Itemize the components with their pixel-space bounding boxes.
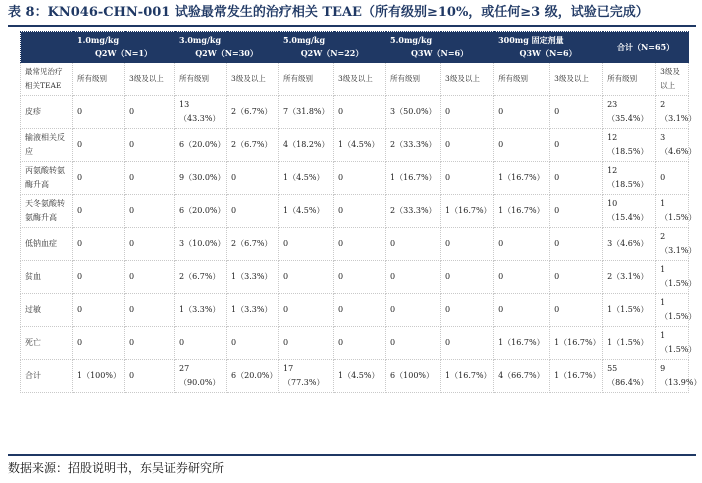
table-cell: 3（10.0%） [175,228,227,261]
table-cell: 6（20.0%） [175,129,227,162]
table-cell: 2（6.7%） [227,228,279,261]
table-cell: 2（33.3%） [386,195,441,228]
group-cohort-label: Q3W（N=6） [519,48,577,58]
row-label: 丙氨酸转氨酶升高 [21,162,73,195]
table-cell: 0 [441,327,494,360]
group-dose-label: 5.0mg/kg [390,35,433,45]
table-cell: 0 [334,195,386,228]
table-cell: 1（16.7%） [550,360,603,393]
table-cell: 0 [550,195,603,228]
table-cell: 0 [334,96,386,129]
table-row [21,228,689,261]
group-dose-label: 3.0mg/kg [179,35,222,45]
subheader-grade3-plus: 3级及以上 [227,63,279,96]
table-cell: 0 [656,162,689,195]
table-cell: 0 [441,162,494,195]
group-cohort-label: Q2W（N=30） [195,48,258,58]
table-body [21,32,702,393]
table-cell: 0 [125,327,175,360]
table-cell: 0 [550,162,603,195]
table-cell: 2（6.7%） [175,261,227,294]
table-cell: 1（1.5%） [603,294,656,327]
table-row [21,294,689,327]
row-label: 死亡 [21,327,73,360]
table-cell: 0 [73,261,125,294]
row-label: 贫血 [21,261,73,294]
group-dose-label: 合计（N=65） [617,41,675,52]
table-cell: 0 [334,261,386,294]
table-cell: 0 [494,129,550,162]
table-cell: 1（1.5%） [603,327,656,360]
table-cell: 1（3.3%） [227,261,279,294]
table-cell: 0 [441,294,494,327]
group-header-1 [73,32,175,63]
subheader-grade3-plus: 3级及以上 [125,63,175,96]
table-cell: 0 [279,327,334,360]
table-cell: 0 [125,261,175,294]
table-cell: 12（18.5%） [603,162,656,195]
table-title: 表 8：KN046-CHN-001 试验最常发生的治疗相关 TEAE（所有级别≥10%，或任何≥3 级，试验已完成） [8,5,649,20]
subheader-row [21,63,689,96]
table-row [21,327,689,360]
table-cell: 4（66.7%） [494,360,550,393]
header-corner [21,32,73,63]
title-rule [8,25,696,27]
teae-table [20,31,702,393]
table-cell: 0 [386,261,441,294]
table-cell: 1（1.5%） [656,294,689,327]
table-cell: 9（13.9%） [656,360,689,393]
table-cell: 0 [73,129,125,162]
subheader-all-grades: 所有级别 [73,63,125,96]
row-label: 天冬氨酸转氨酶升高 [21,195,73,228]
table-cell: 1（16.7%） [386,162,441,195]
table-cell: 0 [73,195,125,228]
table-cell: 0 [494,294,550,327]
table-row [21,261,689,294]
group-dose-label: 1.0mg/kg [77,35,120,45]
subheader-all-grades: 所有级别 [175,63,227,96]
table-cell: 1（4.5%） [334,129,386,162]
group-cohort-label: Q2W（N=1） [94,48,153,58]
table-cell: 1（16.7%） [550,327,603,360]
table-cell: 0 [227,195,279,228]
group-header-4 [386,32,494,63]
table-cell: 0 [227,327,279,360]
table-cell: 1（1.5%） [656,327,689,360]
table-cell: 3（4.6%） [656,129,689,162]
table-cell: 17（77.3%） [279,360,334,393]
table-cell: 2（6.7%） [227,96,279,129]
table-cell: 1（16.7%） [494,195,550,228]
table-cell: 0 [494,96,550,129]
table-row [21,129,689,162]
table-cell: 0 [73,327,125,360]
table-cell: 0 [386,228,441,261]
table-cell: 0 [73,96,125,129]
table-cell: 0 [125,96,175,129]
table-cell: 27（90.0%） [175,360,227,393]
table-cell: 1（1.5%） [656,261,689,294]
subheader-grade3-plus: 3级及以上 [334,63,386,96]
group-dose-label: 300mg 固定剂量 [498,35,564,45]
table-row [21,195,689,228]
table-cell: 12（18.5%） [603,129,656,162]
group-header-3 [279,32,386,63]
header-row [21,32,689,63]
subheader-all-grades: 所有级别 [279,63,334,96]
subheader-all-grades: 所有级别 [386,63,441,96]
table-cell: 1（4.5%） [279,195,334,228]
row-label: 过敏 [21,294,73,327]
table-cell: 0 [125,129,175,162]
subheader-all-grades: 所有级别 [494,63,550,96]
table-cell: 23（35.4%） [603,96,656,129]
group-header-5 [494,32,603,63]
table-cell: 55（86.4%） [603,360,656,393]
table-cell: 0 [550,129,603,162]
subheader-all-grades: 所有级别 [603,63,656,96]
table-row [21,360,689,393]
table-cell: 2（3.1%） [656,228,689,261]
table-cell: 1（100%） [73,360,125,393]
table-cell: 1（16.7%） [441,195,494,228]
group-header-2 [175,32,279,63]
table-cell: 0 [175,327,227,360]
subheader-grade3-plus: 3级及以上 [656,63,689,96]
table-cell: 0 [227,162,279,195]
row-label: 输液相关反应 [21,129,73,162]
table-cell: 0 [334,162,386,195]
table-cell: 0 [441,96,494,129]
group-dose-label: 5.0mg/kg [283,35,326,45]
table-cell: 6（20.0%） [227,360,279,393]
table-cell: 0 [279,294,334,327]
table-cell: 1（1.5%） [656,195,689,228]
table-cell: 0 [73,294,125,327]
table-cell: 0 [494,261,550,294]
group-cohort-label: Q2W（N=22） [300,48,364,58]
table-cell: 9（30.0%） [175,162,227,195]
table-row [21,162,689,195]
table-cell: 4（18.2%） [279,129,334,162]
row-label: 合计 [21,360,73,393]
table-cell: 0 [125,228,175,261]
table-cell: 0 [73,162,125,195]
table-cell: 0 [334,327,386,360]
table-cell: 1（3.3%） [175,294,227,327]
group-header-6 [603,32,689,63]
table-cell: 0 [386,327,441,360]
table-cell: 2（33.3%） [386,129,441,162]
table-cell: 6（100%） [386,360,441,393]
table-cell: 0 [494,228,550,261]
table-cell: 1（4.5%） [334,360,386,393]
table-cell: 7（31.8%） [279,96,334,129]
table-cell: 0 [441,129,494,162]
row-label: 低钠血症 [21,228,73,261]
footer-rule [8,454,696,456]
table-cell: 0 [125,162,175,195]
table-cell: 0 [441,261,494,294]
table-cell: 0 [279,261,334,294]
table-cell: 1（16.7%） [441,360,494,393]
table-cell: 2（3.1%） [603,261,656,294]
table-cell: 0 [73,228,125,261]
table-cell: 1（3.3%） [227,294,279,327]
table-cell: 0 [125,360,175,393]
table-cell: 1（16.7%） [494,327,550,360]
subheader-grade3-plus: 3级及以上 [441,63,494,96]
table-cell: 0 [550,228,603,261]
table-cell: 10（15.4%） [603,195,656,228]
row-header-label: 最常见治疗相关TEAE [21,63,73,96]
row-label: 皮疹 [21,96,73,129]
table-cell: 0 [386,294,441,327]
table-cell: 0 [550,96,603,129]
table-cell: 0 [279,228,334,261]
table-cell: 1（4.5%） [279,162,334,195]
table-cell: 1（16.7%） [494,162,550,195]
group-cohort-label: Q3W（N=6） [411,48,469,58]
table-cell: 0 [441,228,494,261]
table-cell: 0 [334,294,386,327]
table-cell: 2（3.1%） [656,96,689,129]
table-cell: 2（6.7%） [227,129,279,162]
subheader-grade3-plus: 3级及以上 [550,63,603,96]
table-cell: 0 [550,294,603,327]
table-cell: 0 [125,294,175,327]
table-cell: 0 [334,228,386,261]
table-cell: 6（20.0%） [175,195,227,228]
table-cell: 3（4.6%） [603,228,656,261]
table-cell: 0 [550,261,603,294]
table-cell: 0 [125,195,175,228]
table-cell: 13（43.3%） [175,96,227,129]
table-row [21,96,689,129]
table-cell: 3（50.0%） [386,96,441,129]
source-note: 数据来源：招股说明书，东吴证券研究所 [8,461,225,475]
